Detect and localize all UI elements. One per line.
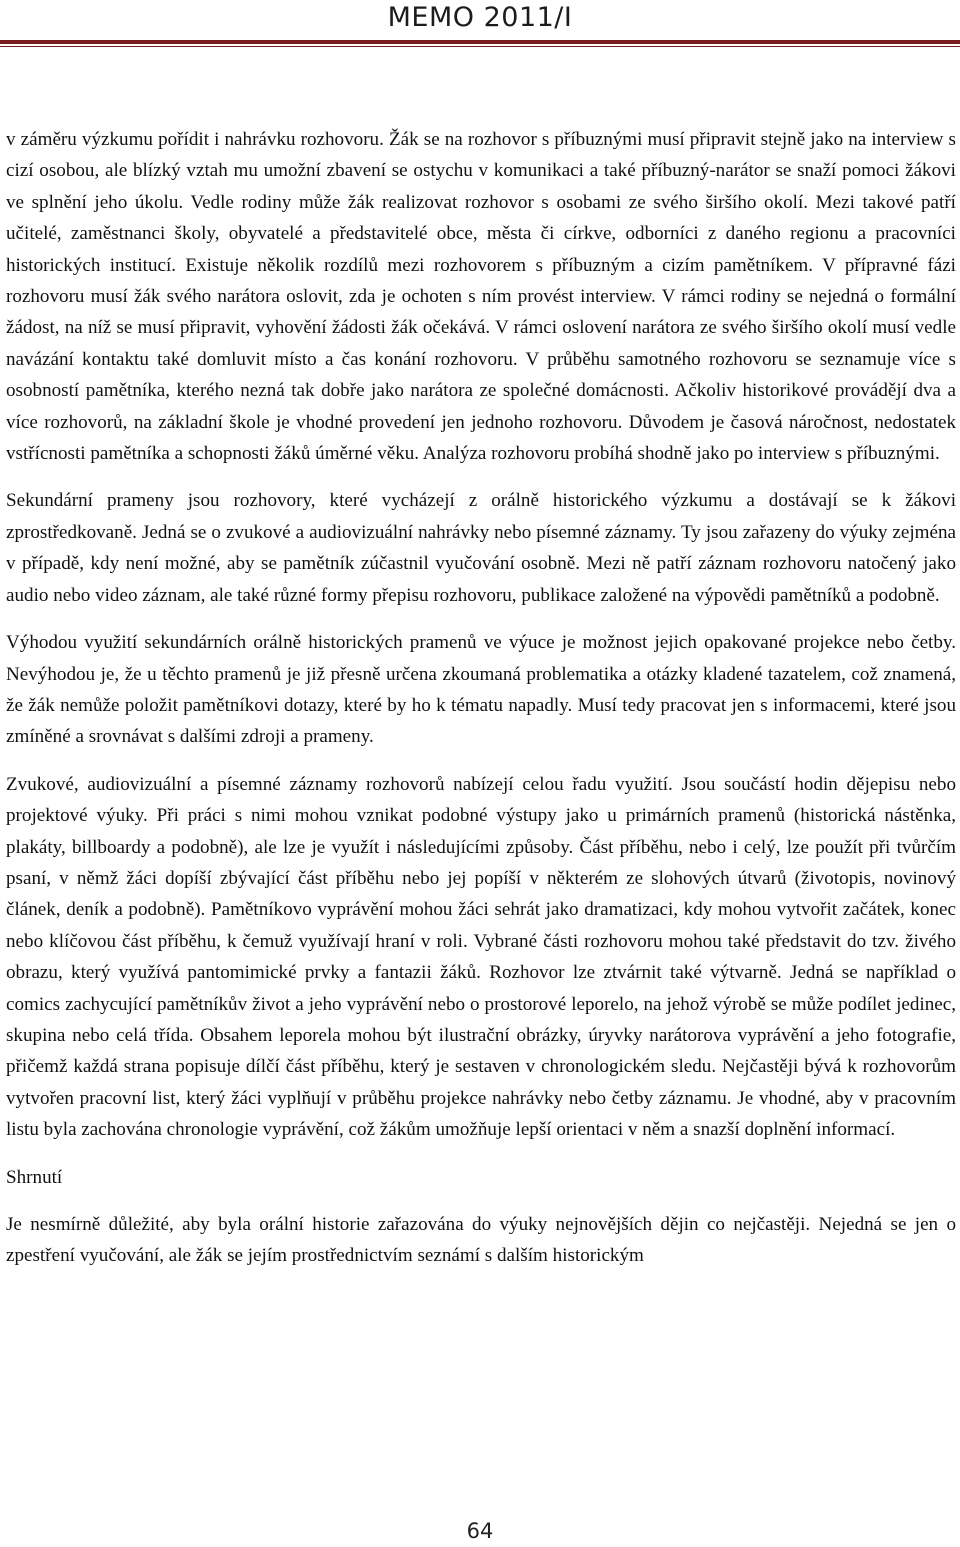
paragraph-summary: Je nesmírně důležité, aby byla orální historie zařazována do výuky nejnovějších dějin co nejčastěji. Nejedná se jen o zpestření vyučování, ale žák se jejím prostřednictvím seznámí s dalším historickým	[6, 1214, 956, 1267]
page-number: 64	[466, 1519, 494, 1543]
section-heading-summary: Shrnutí	[6, 1166, 63, 1188]
document-body	[6, 124, 956, 1288]
paragraph-advantages: Výhodou využití sekundárních orálně historických pramenů ve výuce je možnost jejich opakované projekce nebo četby. Nevýhodou je, že u těchto pramenů je již přesně určena zkoumaná problematika a otázky kladené tazatelem, což znamená, že žák nemůže položit pamětníkovi dotazy, které by ho k tématu napadly. Musí tedy pracovat jen s informacemi, které jsou zmíněné a srovnávat s dalšími zdroji a prameny.	[6, 632, 956, 748]
header-divider-thin	[0, 46, 960, 47]
header-divider-thick	[0, 40, 960, 44]
running-header-title: MEMO 2011/I	[387, 2, 573, 33]
paragraph-interview-context: v záměru výzkumu pořídit i nahrávku rozhovoru. Žák se na rozhovor s příbuznými musí připravit stejně jako na interview s cizí osobou, ale blízký vztah mu umožní zbavení se ostychu v komunikaci a také příbuzný-narátor se snaží pomoci žákovi ve splnění jeho úkolu. Vedle rodiny může žák realizovat rozhovor s osobami ze svého širšího okolí. Mezi takové patří učitelé, zaměstnanci školy, obyvatelé a představitelé obce, města či církve, odborníci z daného regionu a pracovníci historických institucí. Existuje několik rozdílů mezi rozhovorem s příbuzným a cizím pamětníkem. V přípravné fázi rozhovoru musí žák svého narátora oslovit, zda je ochoten s ním provést interview. V rámci rodiny se nejedná o formální žádost, na níž se musí připravit, vyhovění žádosti žák očekává. V rámci oslovení narátora ze svého širšího okolí musí vedle navázání kontaktu také domluvit místo a čas konání rozhovoru. V průběhu samotného rozhovoru se seznamuje více s osobností pamětníka, kterého nezná tak dobře jako narátora ze společné domácnosti. Ačkoliv historikové provádějí dva a více rozhovorů, na základní škole je vhodné provedení jen jednoho rozhovoru. Důvodem je časová náročnost, nedostatek vstřícnosti pamětníka a schopnosti žáků úměrné věku. Analýza rozhovoru probíhá shodně jako po interview s příbuznými.	[6, 129, 956, 465]
paragraph-secondary-sources: Sekundární prameny jsou rozhovory, které vycházejí z orálně historického výzkumu a dostávají se k žákovi zprostředkovaně. Jedná se o zvukové a audiovizuální nahrávky nebo písemné záznamy. Ty jsou zařazeny do výuky zejména v případě, kdy není možné, aby se pamětník zúčastnil vyučování osobně. Mezi ně patří záznam rozhovoru natočený jako audio nebo video záznam, ale také různé formy přepisu rozhovoru, publikace založené na výpovědi pamětníků a podobně.	[6, 490, 956, 606]
paragraph-uses: Zvukové, audiovizuální a písemné záznamy rozhovorů nabízejí celou řadu využití. Jsou součástí hodin dějepisu nebo projektové výuky. Při práci s nimi mohou vznikat podobné výstupy jako u primárních pramenů (historická nástěnka, plakáty, billboardy a podobně), ale lze je využít i následujícími způsoby. Část příběhu, nebo i celý, lze použít při tvůrčím psaní, v němž žáci dopíší zbývající část příběhu nebo jej popíší v některém ze slohových útvarů (životopis, novinový článek, deník a podobně). Pamětníkovo vyprávění mohou žáci sehrát jako dramatizaci, kdy mohou vytvořit začátek, konec nebo klíčovou část příběhu, k čemuž využívají hraní v roli. Vybrané části rozhovoru mohou také představit do tzv. živého obrazu, který využívá pantomimické prvky a fantazii žáků. Rozhovor lze ztvárnit také výtvarně. Jedná se například o comics zachycující pamětníkův život a jeho vyprávění nebo o prostorové leporelo, na jehož výrobě se může podílet jedinec, skupina nebo celá třída. Obsahem leporela mohou být ilustrační obrázky, úryvky narátorova vyprávění a jeho fotografie, přičemž každá strana popisuje dílčí část příběhu, který je sestaven v chronologickém sledu. Nejčastěji bývá k rozhovorům vytvořen pracovní list, který žáci vyplňují v průběhu projekce nahrávky nebo četby záznamu. Je vhodné, aby v pracovním listu byla zachována chronologie vyprávění, což žákům umožňuje lepší orientaci v něm a snazší doplnění informací.	[6, 773, 956, 1141]
